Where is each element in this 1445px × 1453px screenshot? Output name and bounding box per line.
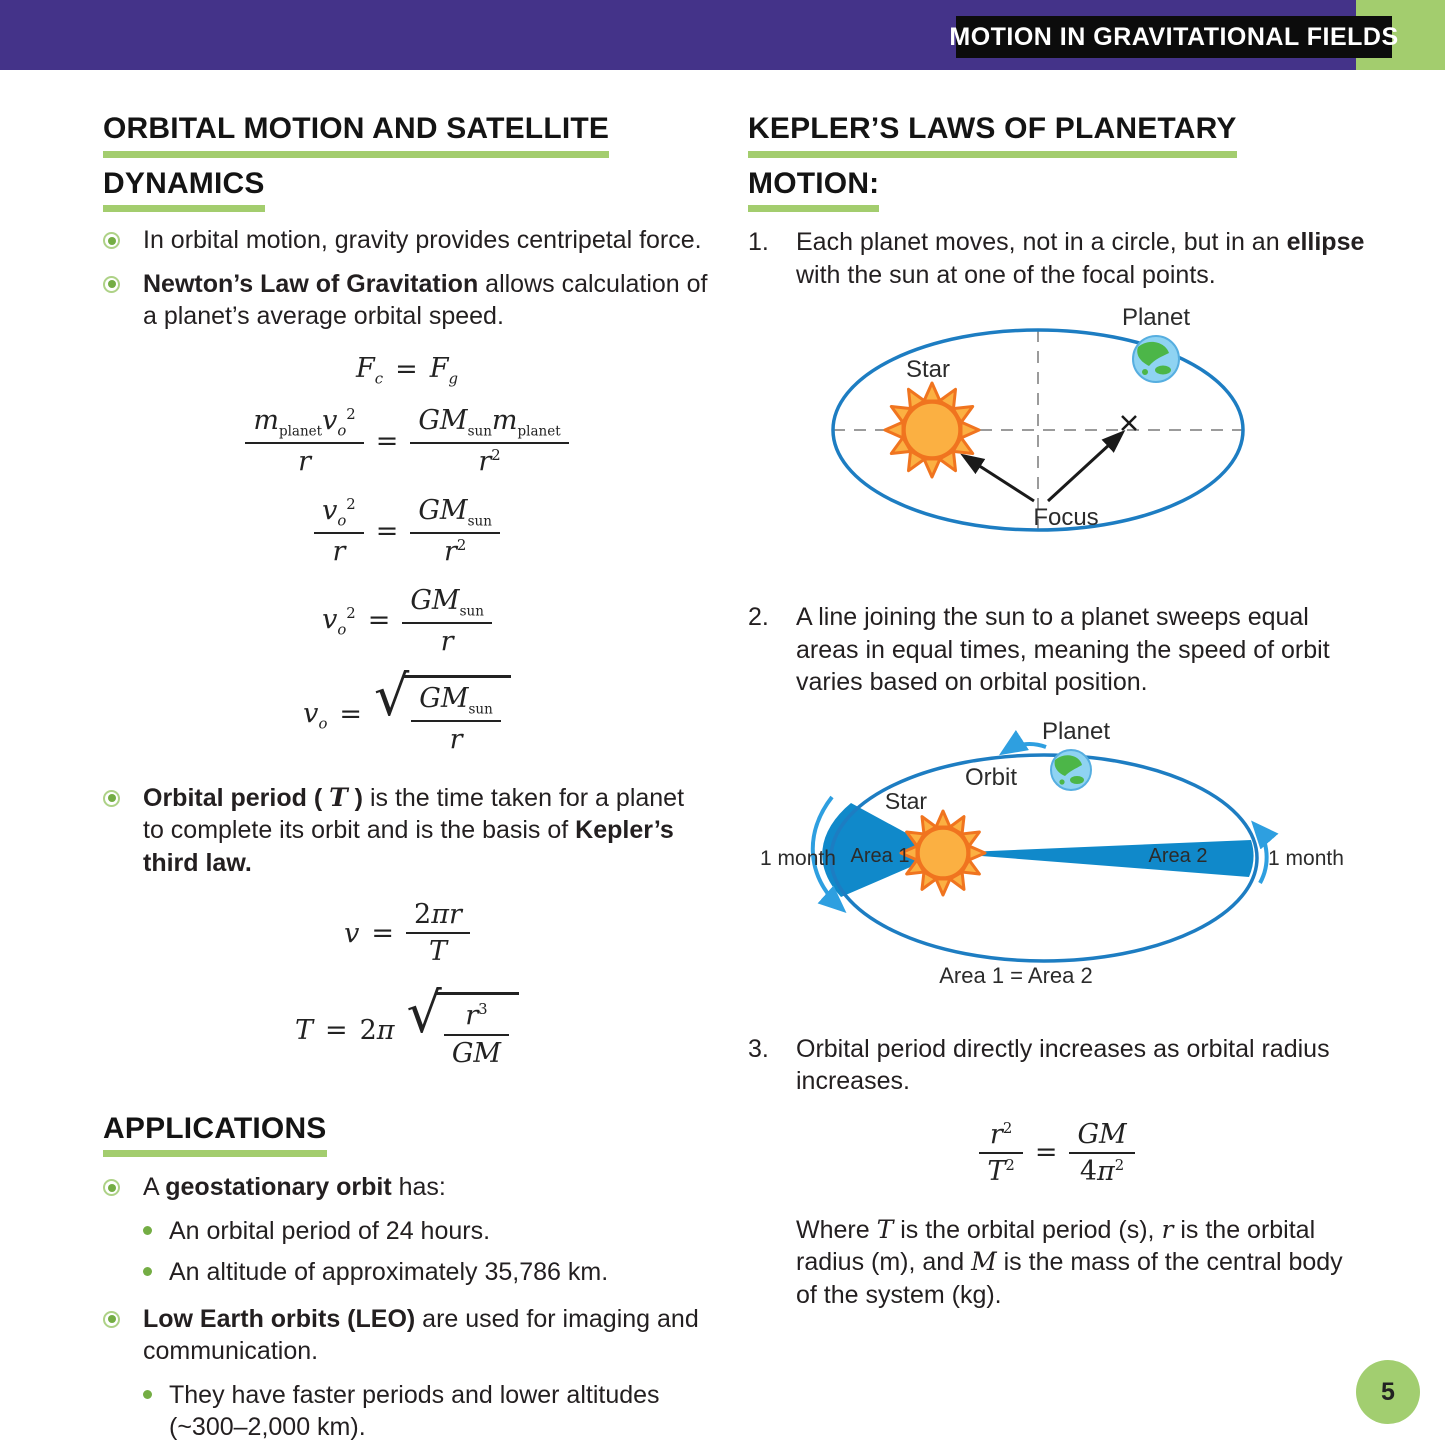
sub-list-item — [143, 1215, 711, 1248]
dot-icon — [143, 1267, 152, 1276]
equation-centripetal-gravity: $\frac{m_{planet}v_o^2}{r}$ = $\frac{GM_{sun}m_{planet}}{r^2}$ — [245, 405, 568, 477]
numbered-item-3: 3. Orbital period directly increases as orbital radius increases. — [748, 1033, 1366, 1098]
section-heading-kepler — [748, 112, 1366, 212]
one-month-right-label: 1 month — [1268, 846, 1344, 870]
equation-orbital-speed: $v_o$ = √ $\frac{GM_{sun}}{r}$ — [303, 675, 511, 755]
heading-line: KEPLER’S LAWS OF PLANETARY — [748, 112, 1237, 158]
right-column — [748, 112, 1366, 1311]
equation-stack-orbital-speed — [103, 344, 711, 764]
dot-icon — [143, 1390, 152, 1399]
sub-bullet-text: They have faster periods and lower altitudes (~300–2,000 km). — [169, 1380, 660, 1442]
fraction: $\frac{2\pi r}{T}$ — [406, 899, 470, 967]
section-heading-orbital — [103, 112, 711, 212]
planet-label: Planet — [1041, 717, 1111, 745]
bullet-text: Orbital period ( T ) is the time taken for a planet to complete its orbit and is the basis of Kepler’s third law. — [143, 782, 685, 877]
bullet-text: A geostationary orbit has: — [143, 1173, 446, 1202]
numbered-item-1: 1. Each planet moves, not in a circle, but in an ellipse with the sun at one of the focal points. — [748, 226, 1366, 291]
sub-list-item — [143, 1379, 711, 1444]
dot-icon — [143, 1226, 152, 1235]
sub-bullet-text: An altitude of approximately 35,786 km. — [169, 1258, 609, 1287]
page-banner — [949, 16, 1399, 58]
list-item — [103, 268, 711, 333]
equation-stack-third-law — [748, 1110, 1366, 1196]
focus-x-mark — [1122, 416, 1136, 430]
banner-title: MOTION IN GRAVITATIONAL FIELDS — [949, 22, 1399, 51]
fraction: $\frac{GM_{sun}m_{planet}}{r^2}$ — [410, 405, 568, 477]
radical: √ $\frac{GM_{sun}}{r}$ — [374, 675, 511, 755]
fraction: $\frac{v_o^2}{r}$ — [314, 495, 364, 567]
equation-stack-period — [103, 890, 711, 1077]
bullet-icon — [103, 1179, 120, 1196]
planet-icon — [1133, 336, 1179, 382]
page-number-badge — [1356, 1360, 1420, 1424]
heading-line: DYNAMICS — [103, 167, 265, 213]
fraction: $\frac{m_{planet}v_o^2}{r}$ — [245, 405, 363, 477]
star-label: Star — [905, 356, 951, 384]
page-number: 5 — [1381, 1377, 1395, 1406]
equation-r2-T2: $\frac{r^2}{T^2}$ = $\frac{GM}{4\pi^2}$ — [979, 1119, 1134, 1187]
equation-vo2: $v_o^2$ = $\frac{GM_{sun}}{r}$ — [322, 585, 492, 657]
heading-line: ORBITAL MOTION AND SATELLITE — [103, 112, 609, 158]
heading-line: APPLICATIONS — [103, 1112, 327, 1158]
numbered-item-2: 2. A line joining the sun to a planet sweeps equal areas in equal times, meaning the speed of orbit varies based on orbital position. — [748, 601, 1366, 699]
bullet-icon — [103, 790, 120, 807]
bullet-text: Low Earth orbits (LEO) are used for imaging and communication. — [143, 1304, 699, 1366]
sun-icon — [901, 811, 985, 895]
one-month-left-label: 1 month — [760, 846, 836, 870]
equation-keplers-third: T = 2π √ $\frac{r^3}{GM}$ — [295, 992, 519, 1068]
list-item — [103, 224, 711, 257]
sun-icon — [885, 383, 979, 477]
fraction: $\frac{GM_{sun}}{r^2}$ — [410, 495, 500, 567]
fraction: $\frac{r^2}{T^2}$ — [979, 1119, 1022, 1187]
list-item — [103, 782, 711, 880]
numbered-item-text: A line joining the sun to a planet sweeps equal areas in equal times, meaning the speed of orbit varies based on orbital position. — [796, 603, 1330, 697]
star-label: Star — [884, 787, 928, 814]
numbered-item-text: Orbital period directly increases as orbital radius increases. — [796, 1034, 1330, 1096]
bullet-icon — [103, 232, 120, 249]
focus-arrow-to-sun — [964, 456, 1034, 501]
fraction: $\frac{GM}{4\pi^2}$ — [1069, 1119, 1134, 1187]
focus-arrow-to-x — [1048, 433, 1122, 501]
bullet-icon — [103, 276, 120, 293]
planet-icon — [1051, 750, 1091, 790]
planet-label: Planet — [1121, 304, 1191, 332]
equal-areas-caption: Area 1 = Area 2 — [939, 962, 1093, 988]
focus-label: Focus — [1033, 504, 1099, 532]
numbered-item-text: Each planet moves, not in a circle, but in an ellipse with the sun at one of the focal points. — [796, 228, 1365, 289]
heading-line: MOTION: — [748, 167, 879, 213]
orbit-label: Orbit — [964, 763, 1018, 791]
sub-bullet-text: An orbital period of 24 hours. — [169, 1216, 491, 1245]
area2-label: Area 2 — [1148, 844, 1208, 867]
bullet-icon — [103, 1311, 120, 1328]
equation-vo2-over-r: $\frac{v_o^2}{r}$ = $\frac{GM_{sun}}{r^2}$ — [314, 495, 500, 567]
fraction: $\frac{GM_{sun}}{r}$ — [402, 585, 492, 657]
section-heading-applications — [103, 1112, 711, 1158]
kepler-second-law-diagram — [746, 715, 1346, 1007]
equation-fc-equals-fg: $F_c$ = $F_g$ — [356, 352, 458, 388]
kepler-first-law-diagram — [782, 303, 1302, 585]
fraction: $\frac{r^3}{GM}$ — [444, 1000, 509, 1068]
list-item — [103, 1303, 711, 1368]
equation-v-2pir-T: v = $\frac{2\pi r}{T}$ — [344, 899, 470, 967]
bullet-text: Newton’s Law of Gravitation allows calculation of a planet’s average orbital speed. — [143, 269, 708, 331]
sub-list-item — [143, 1256, 711, 1289]
radical: √ $\frac{r^3}{GM}$ — [407, 992, 519, 1068]
fraction: $\frac{GM_{sun}}{r}$ — [411, 683, 501, 755]
list-item — [103, 1171, 711, 1204]
left-column — [103, 112, 711, 1453]
bullet-text: In orbital motion, gravity provides centripetal force. — [143, 226, 702, 255]
area1-label: Area 1 — [850, 844, 910, 867]
planet-direction-arrow — [1004, 744, 1046, 752]
variable-definitions: Where T is the orbital period (s), r is the orbital radius (m), and M is the mass of the central body of the system (kg). — [796, 1214, 1343, 1309]
